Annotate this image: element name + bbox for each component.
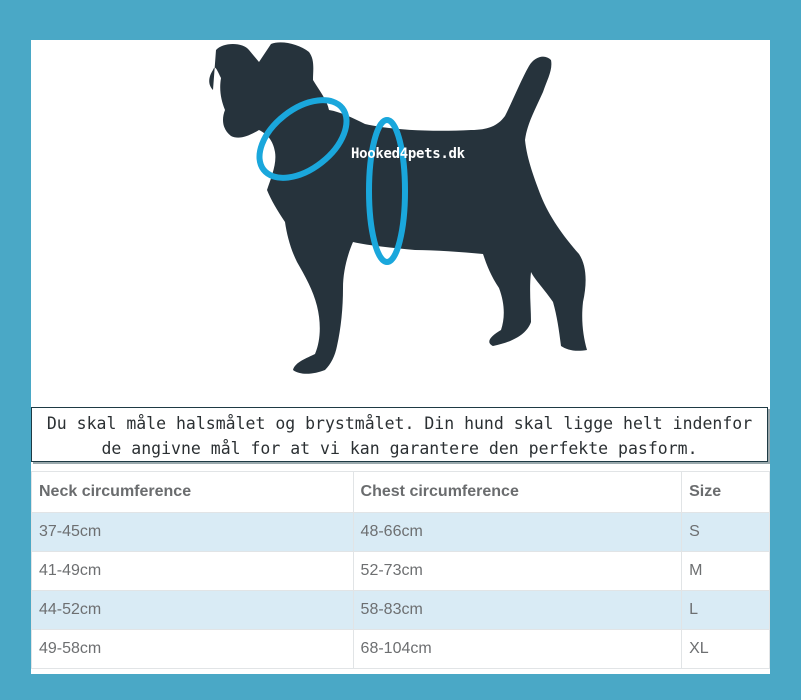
cell-neck: 37-45cm bbox=[32, 513, 354, 552]
note-line-2: de angivne mål for at vi kan garantere den perfekte pasform. bbox=[101, 439, 698, 458]
watermark-text: Hooked4pets.dk bbox=[351, 146, 465, 162]
table-header-row bbox=[32, 472, 770, 513]
header-size: Size bbox=[682, 472, 770, 513]
header-neck: Neck circumference bbox=[32, 472, 354, 513]
table-row bbox=[32, 591, 770, 630]
cell-chest: 52-73cm bbox=[353, 552, 682, 591]
size-table bbox=[31, 471, 770, 669]
cell-size: XL bbox=[682, 630, 770, 669]
cell-neck: 44-52cm bbox=[32, 591, 354, 630]
cell-chest: 68-104cm bbox=[353, 630, 682, 669]
cell-chest: 48-66cm bbox=[353, 513, 682, 552]
cell-size: M bbox=[682, 552, 770, 591]
cell-neck: 49-58cm bbox=[32, 630, 354, 669]
cell-neck: 41-49cm bbox=[32, 552, 354, 591]
note-line-1: Du skal måle halsmålet og brystmålet. Din hund skal ligge helt indenfor bbox=[46, 414, 753, 433]
cell-size: S bbox=[682, 513, 770, 552]
dog-silhouette-icon bbox=[31, 40, 770, 406]
table-row bbox=[32, 630, 770, 669]
dog-measurement-illustration bbox=[31, 40, 770, 406]
content-panel bbox=[31, 40, 770, 674]
table-row bbox=[32, 513, 770, 552]
table-row bbox=[32, 552, 770, 591]
cell-size: L bbox=[682, 591, 770, 630]
header-chest: Chest circumference bbox=[353, 472, 682, 513]
cell-chest: 58-83cm bbox=[353, 591, 682, 630]
measurement-note bbox=[31, 407, 768, 462]
